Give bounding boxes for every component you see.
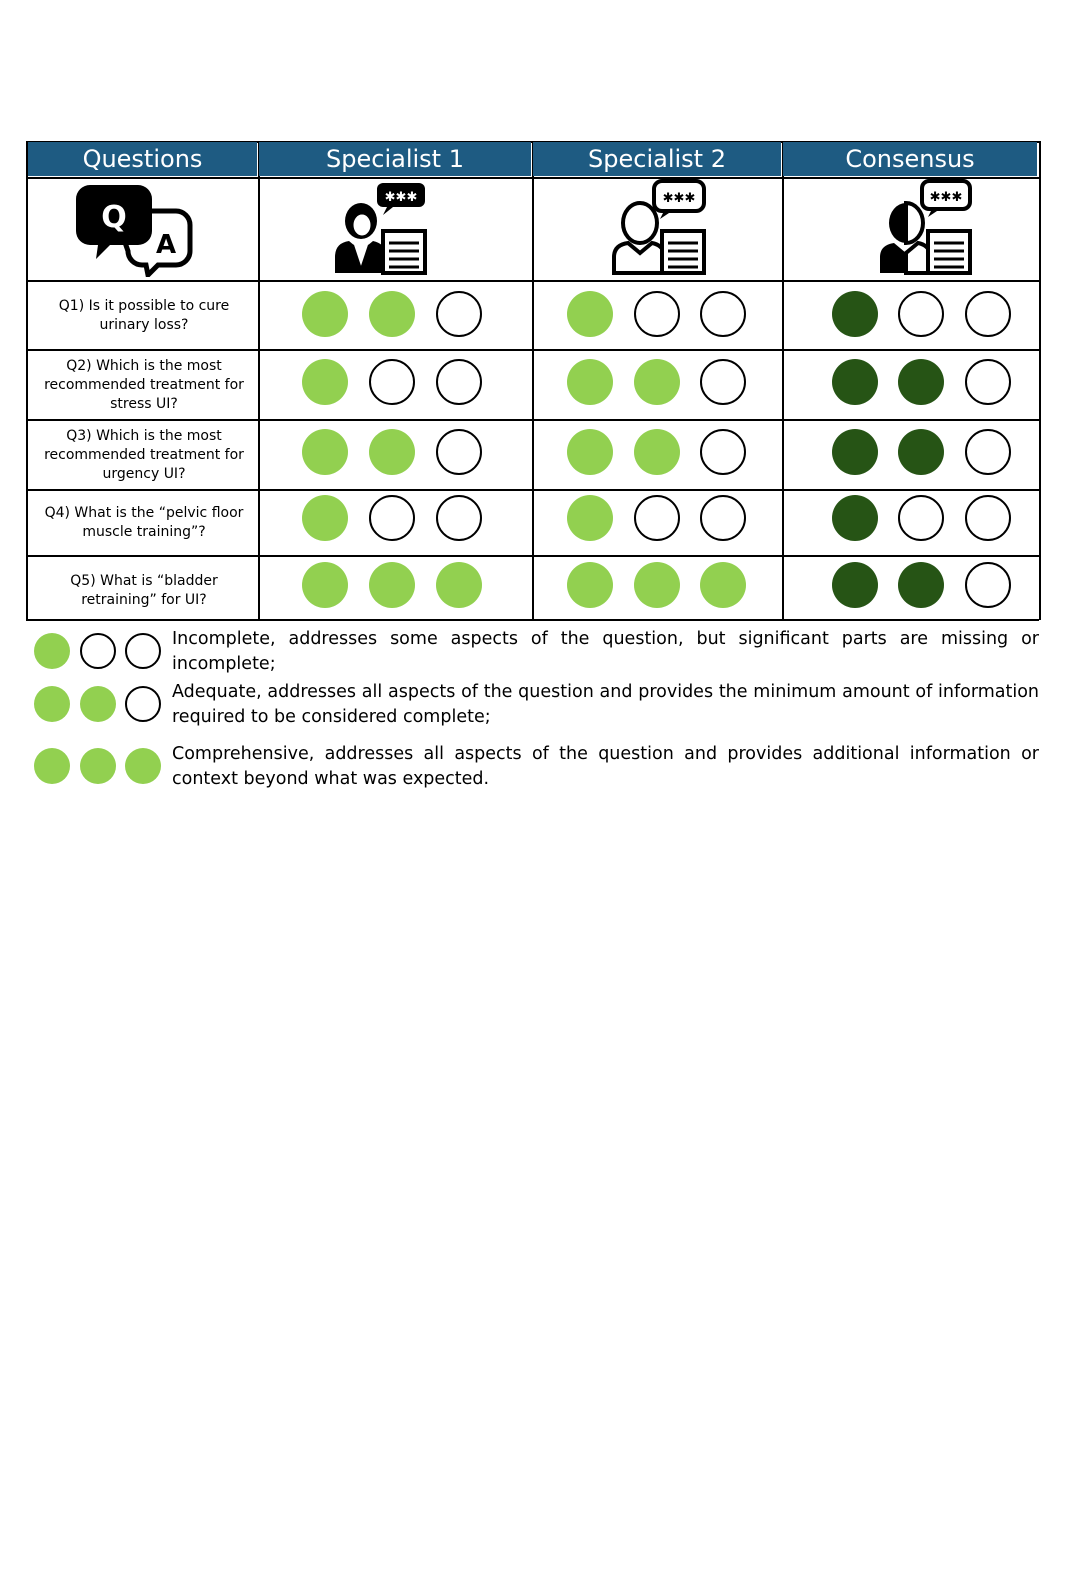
question-text: Q4) What is the “pelvic floor muscle training”? bbox=[44, 505, 244, 540]
specialist-1-rating-dot bbox=[436, 359, 482, 405]
svg-text:A: A bbox=[155, 230, 177, 260]
specialist-1-rating-dot bbox=[436, 291, 482, 337]
specialist-2-rating-dot bbox=[567, 562, 613, 608]
consensus-rating-dot bbox=[965, 291, 1011, 337]
consensus-rating-dot bbox=[898, 359, 944, 405]
specialist-2-rating-dot bbox=[634, 495, 680, 541]
consensus-rating-dot bbox=[898, 562, 944, 608]
legend-dot bbox=[125, 633, 161, 669]
specialist-2-rating-dot bbox=[700, 429, 746, 475]
specialist-2-rating-dot bbox=[634, 291, 680, 337]
specialist-1-rating-dot bbox=[436, 562, 482, 608]
question-text: Q2) Which is the most recommended treatment for stress UI? bbox=[44, 357, 244, 412]
reviewer-woman-icon bbox=[876, 179, 976, 275]
svg-text:✱✱✱: ✱✱✱ bbox=[662, 191, 696, 206]
specialist-2-rating-dot bbox=[567, 429, 613, 475]
legend-text: Incomplete, addresses some aspects of the question, but significant parts are missing or incomplete; bbox=[172, 629, 1039, 674]
legend-dot bbox=[34, 633, 70, 669]
legend-dot bbox=[125, 748, 161, 784]
specialist-1-rating-dot bbox=[302, 429, 348, 475]
legend-dot bbox=[80, 633, 116, 669]
legend-dots bbox=[34, 686, 164, 726]
specialist-1-rating-dot bbox=[436, 495, 482, 541]
svg-text:✱✱✱: ✱✱✱ bbox=[384, 190, 418, 205]
legend-dot bbox=[34, 686, 70, 722]
svg-text:✱✱✱: ✱✱✱ bbox=[929, 190, 963, 205]
consensus-rating-dot bbox=[898, 495, 944, 541]
legend-dot bbox=[34, 748, 70, 784]
question-text: Q5) What is “bladder retraining” for UI? bbox=[70, 573, 218, 608]
specialist-2-rating-dot bbox=[634, 562, 680, 608]
consensus-rating-dot bbox=[965, 562, 1011, 608]
legend-dots bbox=[34, 748, 164, 788]
specialist-2-rating-dot bbox=[700, 291, 746, 337]
specialist-2-rating-dot bbox=[700, 495, 746, 541]
question-text: Q1) Is it possible to cure urinary loss? bbox=[58, 297, 230, 333]
qa-speech-bubbles-icon bbox=[76, 185, 196, 277]
header-specialist-1: Specialist 1 bbox=[259, 142, 531, 176]
legend-dot bbox=[80, 686, 116, 722]
legend-dot bbox=[125, 686, 161, 722]
specialist-1-rating-dot bbox=[369, 562, 415, 608]
header-specialist-2: Specialist 2 bbox=[533, 142, 781, 176]
specialist-2-rating-dot bbox=[567, 359, 613, 405]
consensus-rating-dot bbox=[832, 562, 878, 608]
legend-dot bbox=[80, 748, 116, 784]
specialist-2-rating-dot bbox=[634, 359, 680, 405]
consensus-rating-dot bbox=[898, 291, 944, 337]
consensus-rating-dot bbox=[898, 429, 944, 475]
specialist-2-rating-dot bbox=[700, 359, 746, 405]
svg-text:Q: Q bbox=[101, 200, 127, 235]
consensus-rating-dot bbox=[832, 495, 878, 541]
specialist-2-rating-dot bbox=[700, 562, 746, 608]
specialist-1-rating-dot bbox=[369, 291, 415, 337]
header-consensus: Consensus bbox=[783, 142, 1037, 176]
legend-text: Adequate, addresses all aspects of the question and provides the minimum amount of information required to be considered complete; bbox=[172, 682, 1039, 727]
specialist-1-rating-dot bbox=[436, 429, 482, 475]
specialist-2-rating-dot bbox=[567, 291, 613, 337]
specialist-2-rating-dot bbox=[634, 429, 680, 475]
legend-text: Comprehensive, addresses all aspects of the question and provides additional information or context beyond what was expected. bbox=[172, 744, 1039, 789]
specialist-1-rating-dot bbox=[302, 359, 348, 405]
consensus-rating-dot bbox=[965, 359, 1011, 405]
consensus-rating-dot bbox=[832, 359, 878, 405]
specialist-1-rating-dot bbox=[369, 429, 415, 475]
consensus-rating-dot bbox=[965, 495, 1011, 541]
reviewer-woman-icon bbox=[331, 181, 431, 277]
specialist-1-rating-dot bbox=[369, 359, 415, 405]
specialist-1-rating-dot bbox=[302, 562, 348, 608]
legend-dots bbox=[34, 633, 164, 673]
rating-table bbox=[26, 141, 1061, 631]
consensus-rating-dot bbox=[965, 429, 1011, 475]
header-questions: Questions bbox=[28, 142, 257, 176]
reviewer-woman-icon bbox=[610, 179, 710, 275]
specialist-2-rating-dot bbox=[567, 495, 613, 541]
specialist-1-rating-dot bbox=[302, 291, 348, 337]
consensus-rating-dot bbox=[832, 291, 878, 337]
consensus-rating-dot bbox=[832, 429, 878, 475]
specialist-1-rating-dot bbox=[369, 495, 415, 541]
specialist-1-rating-dot bbox=[302, 495, 348, 541]
question-text: Q3) Which is the most recommended treatment for urgency UI? bbox=[44, 427, 244, 482]
